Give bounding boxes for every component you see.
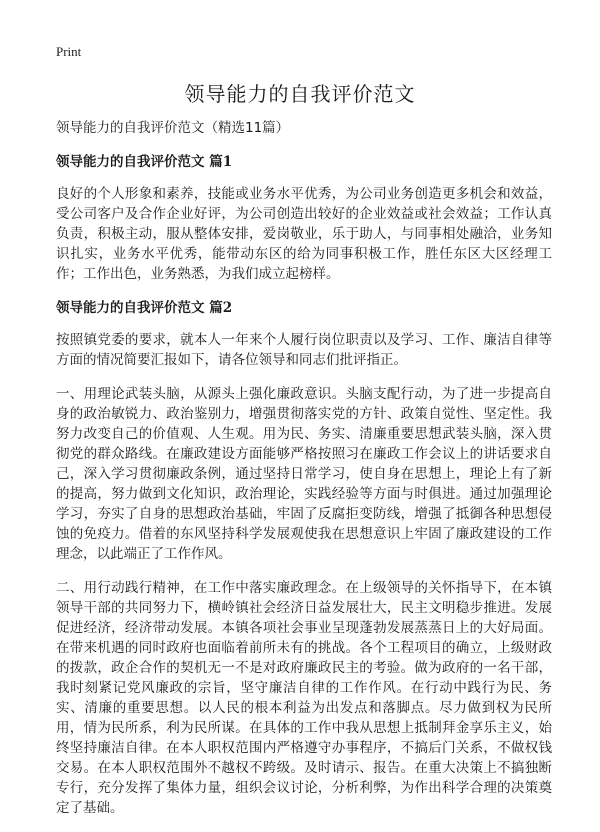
section-2-paragraph-3: 二、用行动践行精神，在工作中落实廉政理念。在上级领导的关怀指导下，在本镇领导干部的共同努力下，横岭镇社会经济日益发展壮大，民主文明稳步推进。发展促进经济，经济带动发展。本镇各项社会事业呈现蓬勃发展蒸蒸日上的大好局面。在带来机遇的同时政府也面临着前所未有的挑战。各个工程项目的确立，上级财政的拨款，政企合作的契机无一不是对政府廉政民主的考验。做为政府的一名干部，我时刻紧记党风廉政的宗旨，坚守廉洁自律的工作作风。在行动中践行为民、务实、清廉的重要思想。以人民的根本利益为出发点和落脚点。尽力做到权为民所用，情为民所系，利为民所谋。在具体的工作中我从思想上抵制拜金享乐主义，始终坚持廉洁自律。在本人职权范围内严格遵守办事程序，不搞后门关系，不做权钱交易。在本人职权范围外不越权不跨级。及时请示、报告。在重大决策上不搞独断专行，充分发挥了集体力量，组织会议讨论，分析利弊，为作出科学合理的决策奠定了基础。 [56,580,552,816]
document-subtitle: 领导能力的自我评价范文（精选11篇） [56,120,290,136]
section-2-paragraph-1: 按照镇党委的要求，就本人一年来个人履行岗位职责以及学习、工作、廉洁自律等方面的情况简要汇报如下，请各位领导和同志们批评指正。 [56,332,552,368]
section-2-paragraph-2: 一、用理论武装头脑，从源头上强化廉政意识。头脑支配行动，为了进一步提高自身的政治敏锐力、政治鉴别力，增强贯彻落实党的方针、政策自觉性、坚定性。我努力改变自己的价值观、人生观。用为民、务实、清廉重要思想武装头脑，深入贯彻党的群众路线。在廉政建设方面能够严格按照习在廉政工作会议上的讲话要求自己，深入学习贯彻廉政条例，通过坚持日常学习，使自身在思想上，理论上有了新的提高，努力做到文化知识，政治理论，实践经验等方面与时俱进。通过加强理论学习，夯实了自身的思想政治基础，牢固了反腐拒变防线，增强了抵御各种思想侵蚀的免疫力。借着的东风坚持科学发展观使我在思想意识上牢固了廉政建设的工作理念，以此端正了工作作风。 [56,386,552,562]
section-heading-1: 领导能力的自我评价范文 篇1 [56,154,233,170]
print-link[interactable]: Print [56,44,82,59]
page-title: 领导能力的自我评价范文 [184,82,416,106]
section-heading-2: 领导能力的自我评价范文 篇2 [56,300,233,316]
section-1-paragraph-1: 良好的个人形象和素养，技能或业务水平优秀，为公司业务创造更多机会和效益，受公司客户及合作企业好评，为公司创造出较好的企业效益或社会效益；工作认真负责，积极主动，服从整体安排，爱岗敬业，乐于助人，与同事相处融洽，业务知识扎实，业务水平优秀，能带动东区的给为同事积极工作，胜任东区大区经理工作；工作出色，业务熟悉，为我们成立起榜样。 [56,186,552,282]
document-body [56,118,552,832]
